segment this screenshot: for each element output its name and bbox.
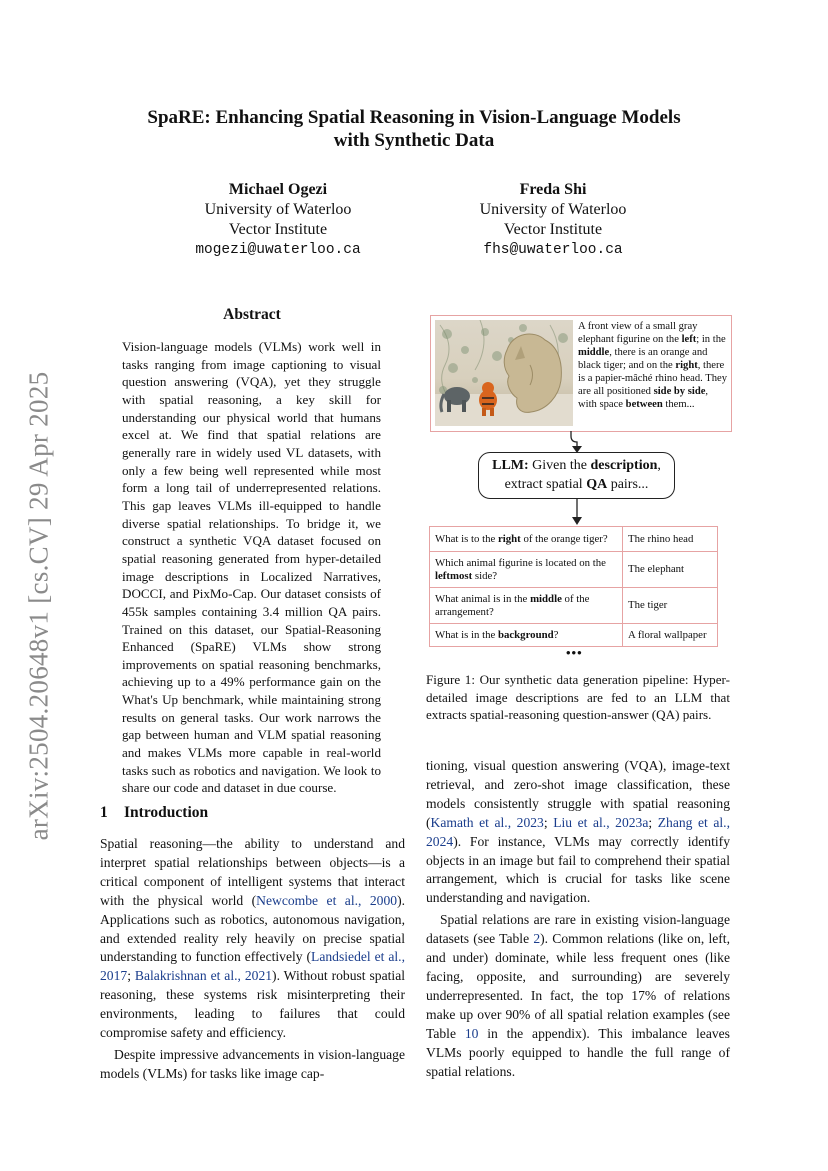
paragraph: Spatial relations are rare in existing vision-language datasets (see Table 2). Common relations (like on, left, and under) dominate, while less frequent ones (like facing, opposite, and surrounding) are severely underrepresented. In fact, the top 17% of relations make up over 90% of all spatial relation examples (see Table 10 in the appendix). This imbalance leaves VLMs poorly equipped to handle the full range of spatial relations. xyxy=(426,912,730,1079)
paper-title: SpaRE: Enhancing Spatial Reasoning in Vision-Language Models with Synthetic Data xyxy=(147,107,681,151)
abstract-text: Vision-language models (VLMs) work well in tasks ranging from image captioning to visual question answering (VQA), yet they struggle with spatial reasoning, a key skill for understanding our physical world that humans excel at. We find that spatial relations are generally rare in widely used VL datasets, with only a few being well represented while most form a long tail of underrepresented relations. This gap leaves VLMs ill-equipped to handle diverse spatial relationships. To bridge it, we construct a synthetic VQA dataset focused on spatial reasoning generated from hyper-detailed image descriptions in Localized Narratives, DOCCI, and PixMo-Cap. Our dataset consists of 455k samples containing 3.4 million QA pairs. Trained on this dataset, our Spatial-Reasoning Enhanced (SpaRE) VLMs show strong improvements on spatial reasoning benchmarks, achieving up to a 49% performance gain on the What's Up benchmark, while maintaining strong results on general tasks. Our work narrows the gap between human and VLM spatial reasoning and makes VLMs more capable in real-world tasks such as robotics and navigation. We look to share our code and dataset in due course. xyxy=(122,339,381,796)
author-email[interactable]: mogezi@uwaterloo.ca xyxy=(195,242,361,258)
question-cell: What animal is in the middle of the arrangement? xyxy=(430,588,623,624)
figurines-photo xyxy=(435,320,573,426)
paragraph: Despite impressive advancements in vision-language models (VLMs) for tasks like image cap- xyxy=(100,1046,405,1081)
arrow-down-icon xyxy=(570,430,584,454)
citation-link[interactable]: 10 xyxy=(464,1025,479,1041)
question-cell: What is in the background? xyxy=(430,624,623,647)
citation-link[interactable]: Newcombe et al., 2000 xyxy=(256,892,398,908)
intro-right-column xyxy=(426,757,730,1081)
table-row xyxy=(430,552,718,588)
author-affiliation: University of Waterloo xyxy=(479,201,627,218)
table-row xyxy=(430,624,718,647)
llm-prompt-box: LLM: Given the description, extract spatial QA pairs... xyxy=(478,452,675,499)
figure-description-box xyxy=(430,315,732,432)
answer-cell: A floral wallpaper xyxy=(623,624,718,647)
qa-pairs-table xyxy=(429,526,718,647)
continuation-dots: ••• xyxy=(566,645,583,660)
figure-caption: Figure 1: Our synthetic data generation pipeline: Hyper-detailed image descriptions are fed to an LLM that extracts spatial-reasoning question-answer (QA) pairs. xyxy=(426,672,730,723)
table-row xyxy=(430,527,718,552)
author-name: Freda Shi xyxy=(519,181,587,198)
arxiv-identifier: arXiv:2504.20648v1 [cs.CV] 29 Apr 2025 xyxy=(23,371,54,841)
citation-link[interactable]: Landsiedel et al., 2017 xyxy=(100,949,405,984)
citation-link[interactable]: Liu et al., 2023a xyxy=(553,814,649,830)
table-row xyxy=(430,588,718,624)
answer-cell: The elephant xyxy=(623,552,718,588)
author-block xyxy=(128,180,428,260)
author-affiliation: University of Waterloo xyxy=(204,201,352,218)
section-heading: 1 Introduction xyxy=(100,804,209,821)
abstract-heading: Abstract xyxy=(223,306,281,323)
citation-link[interactable]: 2 xyxy=(533,931,541,947)
paragraph: tioning, visual question answering (VQA), image-text retrieval, and zero-shot image classification, these models consistently struggle with spatial reasoning (Kamath et al., 2023; Liu et al., 2023a; Zhang et al., 2024). For instance, VLMs may correctly identify objects in an image but fail to comprehend their spatial arrangement, which is crucial for tasks like scene understanding and navigation. xyxy=(426,758,730,906)
author-name: Michael Ogezi xyxy=(228,181,328,198)
citation-link[interactable]: Kamath et al., 2023 xyxy=(430,814,544,830)
question-cell: Which animal figurine is located on the leftmost side? xyxy=(430,552,623,588)
answer-cell: The tiger xyxy=(623,588,718,624)
paragraph: Spatial reasoning—the ability to understand and interpret spatial relationships between objects—is a critical component of intelligent systems that interact with the physical world (Newcombe et al., 2000). Applications such as robotics, autonomous navigation, and extended reality rely heavily on precise spatial understanding to function effectively (Landsiedel et al., 2017; Balakrishnan et al., 2021). Without robust spatial reasoning, these systems risk misinterpreting their environments, leading to failures that could compromise safety and efficiency. xyxy=(100,836,405,1041)
author-affiliation: Vector Institute xyxy=(228,221,328,238)
author-email[interactable]: fhs@uwaterloo.ca xyxy=(483,242,623,258)
citation-link[interactable]: Zhang et al., 2024 xyxy=(426,814,730,849)
author-affiliation: Vector Institute xyxy=(503,221,603,238)
question-cell: What is to the right of the orange tiger? xyxy=(430,527,623,552)
author-block xyxy=(403,180,703,260)
intro-left-column xyxy=(100,835,405,1084)
answer-cell: The rhino head xyxy=(623,527,718,552)
citation-link[interactable]: Balakrishnan et al., 2021 xyxy=(134,968,273,984)
image-description: A front view of a small gray elephant figurine on the left; in the middle, there is an orange and black tiger; and on the right, there is a papier-mâché rhino head. They are all positioned side by side, with space between them... xyxy=(578,321,728,410)
arrow-down-icon xyxy=(570,499,584,527)
